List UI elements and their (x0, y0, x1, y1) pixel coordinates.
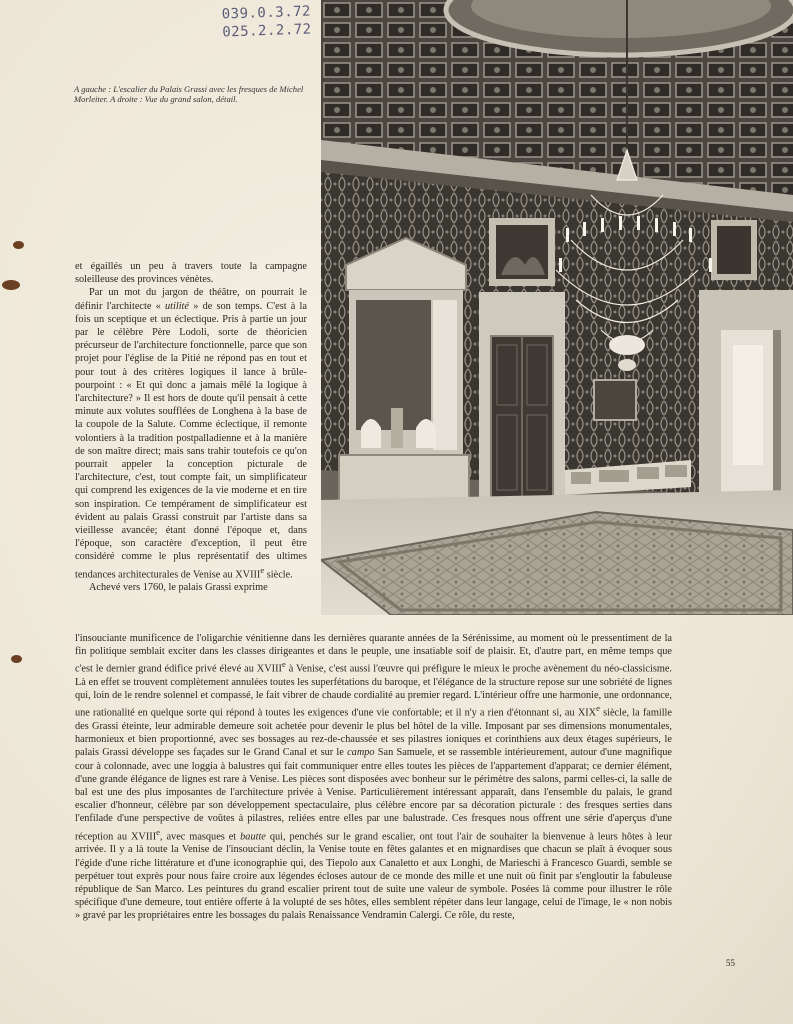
left-column-text (75, 260, 307, 595)
archive-stamp (221, 2, 311, 41)
text-run: siècle, la famille des Grassi éteinte, leur admirable demeure soit achetée pour devenir le plus bel hôtel de la ville. Imposant par ses dimensions monumentales, harmonieux et bien proportionné, avec ses bossages au rez-de-chaussée et ses pilastres ioniques et corinthiens aux deux étages supérieurs, le palais Grassi développe ses façades sur le Grand Canal et sur le (75, 707, 672, 759)
text-run: , avec masques et (159, 831, 237, 843)
binding-hole (13, 241, 24, 249)
emphasis: campo (347, 747, 375, 759)
emphasis: bautte (240, 831, 266, 843)
paragraph (75, 286, 307, 581)
century-numeral: XVIII (130, 831, 157, 843)
superscript: e (281, 659, 286, 670)
text-run: à Venise, c'est aussi l'œuvre qui préfigure le mieux le proche avènement du néo-classicisme. Là en effet se trouvent complètement annulées toutes les superfétations du baroque, et l'élégance de la structure repose sur une sobriété de lignes qui, loin de le rendre solennel et compassé, le fait vibrer de chaude cordialité au premier regard. L'intérieur offre une harmonie, une ordonnance, une rationalité en quelque sorte qui répond à toutes les exigences d'une vie confortable; et il n'y a rien d'étonnant si, au (75, 663, 673, 719)
superscript: e (596, 703, 600, 714)
superscript: e (260, 564, 265, 575)
archive-stamp-line-1: 039.0.3.72 (221, 3, 312, 23)
text-run: qui, penchés sur le grand escalier, ont tout l'air de souhaiter la bienvenue à leurs hôtes à leur arrivée. Il y a là toute la Venise de l'insouciant déclin, la Venise toute en fêtes galantes et en mignardises que chacun se plaît à évoquer sous l'égide d'une riche littérature et d'une iconographie qui, des Tiepolo aux Canaletto et aux Longhi, de Marieschi à Francesco Guardi, semble se perpétuer tout exprès pour nous faire croire aux légendes écloses autour de ce monde des mille et une nuit où finit par s'engloutir la fabuleuse république de San Marco. Les peintures du grand escalier prirent tout de suite une valeur de symbole. Posées là comme pour illustrer le rôle spécifique d'une demeure, tout entière offerte à la volupté de ses hôtes, elles semblent répéter dans leur langage, celui de l'image, le « non nobis » gravé par les propriétaires entre les bossages du palais Renaissance Vendramin Calergi. Ce rôle, du reste, (75, 831, 673, 922)
photo-caption: A gauche : L'escalier du Palais Grassi avec les fresques de Michel Morleiter. A droite : Vue du grand salon, détail. (74, 84, 304, 104)
binding-hole (11, 655, 22, 663)
text-run: San Samuele, et se rassemble intérieurement, autour d'une magnifique cour à colonnade, avec une loggia à balustres qui fait communiquer entre elles toutes les pièces de l'appartement d'apparat; ce dernier élément, d'une grande élégance de lignes est rare à Venise. Les pièces sont disposées avec bonheur sur le périmètre des salons, parmi celles-ci, la salle de bal est une des plus imposantes de l'architecture privée à Venise. Particulièrement intéressant apparaît, dans l'ensemble du palais, le grand escalier d'honneur, célèbre par son développement spectaculaire, plus célèbre encore par sa décoration picturale : des fresques serties dans l'enfilade d'une perspective de voûtes à pilastres, reliées entre elles par une balustrade. Ces fresques nous offrent une série d'aperçus d'une réception au (75, 747, 672, 843)
text-run: Par un mot du jargon de théâtre, on pourrait le définir l'architecte « (75, 287, 307, 312)
century-numeral: XVIII (256, 663, 282, 675)
binding-hole (2, 280, 20, 290)
archive-stamp-line-2: 025.2.2.72 (222, 21, 312, 41)
paragraph: Achevé vers 1760, le palais Grassi exprime (89, 582, 268, 594)
text-run: l'insouciante munificence de l'oligarchie vénitienne dans les dernières quarante années de la Sérénissime, au moment où le pressentiment de la fin politique semblait exciter dans les classes dirigeantes et dans le peuple, une insatiable soif de plaisir. Et, d'autre part, en même temps que c'est le dernier grand édifice privé élevé au (75, 633, 672, 675)
century-numeral: XIX (577, 707, 597, 719)
text-run: siècle. (266, 569, 293, 581)
emphasis: utilité (164, 300, 189, 312)
full-width-text (75, 632, 672, 923)
superscript: e (156, 826, 160, 837)
paragraph: et égaillés un peu à travers toute la campagne soleilleuse des provinces vénètes. (75, 261, 307, 286)
page-number: 55 (726, 958, 735, 968)
text-run: » de son temps. C'est à la fois un sceptique et un éclectique. Pris à partie un jour par le célèbre Père Lodoli, sorte de théoricien précurseur de l'architecture fonctionnelle, parce que son projet pour l'église de la Pitié ne répond pas en tout et pour tout à des critères logiques il lance à brûle-pourpoint : « Et qui donc a jamais mêlé la logique à l'architecture? » Il est hors de doute qu'il pensait à cette minute aux volutes soufflées de Longhena à la base de la coupole de la Salute. Comme éclectique, il remonte volontiers à la tradition postpalladienne et à la manière de son maître direct; mais sans trahir toutefois ce qu'on pourrait appeler la conception picturale de l'architecture, c'est, tout compte fait, un simplificateur qui comprend les exigences de la vie moderne et en tire son inspiration. Ce tempérament de simplificateur est évident au palais Grassi construit par l'artiste dans sa vieillesse avancée; étant donné l'époque et, dans l'époque, son caractère d'exception, il peut être considéré comme le plus représentatif des ultimes tendances architecturales de Venise au (75, 300, 307, 581)
grand-salon-photo (321, 0, 793, 615)
century-numeral: XVIII (235, 569, 261, 581)
